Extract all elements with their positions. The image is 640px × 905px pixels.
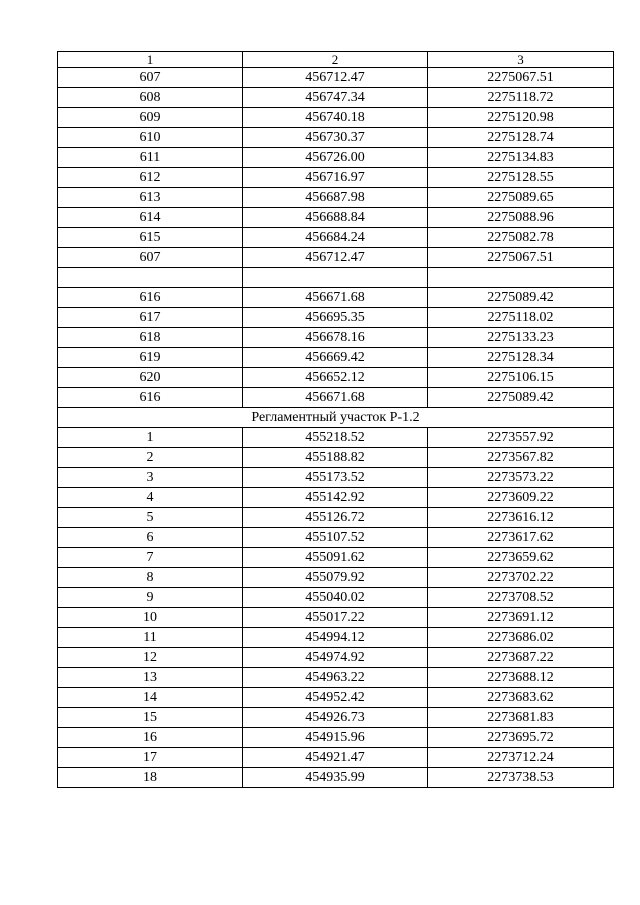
y-coordinate-cell: 2275089.42 bbox=[428, 388, 614, 408]
x-coordinate-cell: 456695.35 bbox=[243, 308, 428, 328]
coordinates-table-body bbox=[58, 52, 614, 788]
point-number-cell: 9 bbox=[58, 588, 243, 608]
table-row bbox=[58, 168, 614, 188]
x-coordinate-cell: 456671.68 bbox=[243, 288, 428, 308]
y-coordinate-cell: 2275128.74 bbox=[428, 128, 614, 148]
table-row bbox=[58, 468, 614, 488]
point-number-cell: 615 bbox=[58, 228, 243, 248]
point-number-cell: 3 bbox=[58, 468, 243, 488]
x-coordinate-cell: 455218.52 bbox=[243, 428, 428, 448]
y-coordinate-cell: 2275120.98 bbox=[428, 108, 614, 128]
y-coordinate-cell: 2273659.62 bbox=[428, 548, 614, 568]
point-number-cell: 10 bbox=[58, 608, 243, 628]
table-row bbox=[58, 308, 614, 328]
x-coordinate-cell: 456747.34 bbox=[243, 88, 428, 108]
x-coordinate-cell: 454963.22 bbox=[243, 668, 428, 688]
x-coordinate-cell: 455017.22 bbox=[243, 608, 428, 628]
table-row bbox=[58, 648, 614, 668]
table-row bbox=[58, 528, 614, 548]
point-number-cell: 616 bbox=[58, 288, 243, 308]
coordinates-table bbox=[57, 51, 614, 788]
x-coordinate-cell: 454974.92 bbox=[243, 648, 428, 668]
table-row bbox=[58, 728, 614, 748]
table-row bbox=[58, 428, 614, 448]
table-row bbox=[58, 148, 614, 168]
table-row bbox=[58, 548, 614, 568]
x-coordinate-cell: 454915.96 bbox=[243, 728, 428, 748]
x-coordinate-cell: 454994.12 bbox=[243, 628, 428, 648]
table-row bbox=[58, 288, 614, 308]
x-coordinate-cell bbox=[243, 268, 428, 288]
table-row bbox=[58, 608, 614, 628]
y-coordinate-cell: 2273686.02 bbox=[428, 628, 614, 648]
point-number-cell: 15 bbox=[58, 708, 243, 728]
x-coordinate-cell: 454921.47 bbox=[243, 748, 428, 768]
point-number-cell: 12 bbox=[58, 648, 243, 668]
table-row bbox=[58, 708, 614, 728]
table-row bbox=[58, 388, 614, 408]
y-coordinate-cell: 2273617.62 bbox=[428, 528, 614, 548]
table-row bbox=[58, 508, 614, 528]
point-number-cell: 13 bbox=[58, 668, 243, 688]
point-number-cell: 613 bbox=[58, 188, 243, 208]
x-coordinate-cell: 455142.92 bbox=[243, 488, 428, 508]
table-row bbox=[58, 368, 614, 388]
table-row bbox=[58, 208, 614, 228]
point-number-cell: 611 bbox=[58, 148, 243, 168]
y-coordinate-cell: 2275128.55 bbox=[428, 168, 614, 188]
point-number-cell: 608 bbox=[58, 88, 243, 108]
x-coordinate-cell: 456671.68 bbox=[243, 388, 428, 408]
y-coordinate-cell: 2273609.22 bbox=[428, 488, 614, 508]
y-coordinate-cell: 2275133.23 bbox=[428, 328, 614, 348]
column-header-point-number: 1 bbox=[58, 52, 243, 68]
y-coordinate-cell: 2273683.62 bbox=[428, 688, 614, 708]
x-coordinate-cell: 454952.42 bbox=[243, 688, 428, 708]
y-coordinate-cell: 2275118.02 bbox=[428, 308, 614, 328]
y-coordinate-cell: 2273702.22 bbox=[428, 568, 614, 588]
point-number-cell: 620 bbox=[58, 368, 243, 388]
x-coordinate-cell: 455079.92 bbox=[243, 568, 428, 588]
point-number-cell: 609 bbox=[58, 108, 243, 128]
x-coordinate-cell: 456730.37 bbox=[243, 128, 428, 148]
x-coordinate-cell: 456688.84 bbox=[243, 208, 428, 228]
x-coordinate-cell: 455188.82 bbox=[243, 448, 428, 468]
point-number-cell: 1 bbox=[58, 428, 243, 448]
table-row bbox=[58, 88, 614, 108]
point-number-cell: 17 bbox=[58, 748, 243, 768]
point-number-cell: 5 bbox=[58, 508, 243, 528]
table-header-row bbox=[58, 52, 614, 68]
table-row bbox=[58, 628, 614, 648]
table-row bbox=[58, 108, 614, 128]
x-coordinate-cell: 454926.73 bbox=[243, 708, 428, 728]
table-row bbox=[58, 228, 614, 248]
x-coordinate-cell: 456712.47 bbox=[243, 68, 428, 88]
x-coordinate-cell: 456684.24 bbox=[243, 228, 428, 248]
point-number-cell: 614 bbox=[58, 208, 243, 228]
x-coordinate-cell: 456716.97 bbox=[243, 168, 428, 188]
y-coordinate-cell: 2275089.65 bbox=[428, 188, 614, 208]
y-coordinate-cell: 2273681.83 bbox=[428, 708, 614, 728]
table-row bbox=[58, 128, 614, 148]
point-number-cell: 2 bbox=[58, 448, 243, 468]
x-coordinate-cell: 456687.98 bbox=[243, 188, 428, 208]
x-coordinate-cell: 455173.52 bbox=[243, 468, 428, 488]
y-coordinate-cell: 2275089.42 bbox=[428, 288, 614, 308]
x-coordinate-cell: 456740.18 bbox=[243, 108, 428, 128]
y-coordinate-cell: 2275118.72 bbox=[428, 88, 614, 108]
point-number-cell: 4 bbox=[58, 488, 243, 508]
point-number-cell: 18 bbox=[58, 768, 243, 788]
column-header-y: 3 bbox=[428, 52, 614, 68]
y-coordinate-cell bbox=[428, 268, 614, 288]
point-number-cell: 607 bbox=[58, 68, 243, 88]
table-row bbox=[58, 568, 614, 588]
y-coordinate-cell: 2275067.51 bbox=[428, 248, 614, 268]
x-coordinate-cell: 455040.02 bbox=[243, 588, 428, 608]
table-row bbox=[58, 668, 614, 688]
table-row bbox=[58, 328, 614, 348]
point-number-cell: 616 bbox=[58, 388, 243, 408]
point-number-cell: 619 bbox=[58, 348, 243, 368]
x-coordinate-cell: 455091.62 bbox=[243, 548, 428, 568]
point-number-cell: 6 bbox=[58, 528, 243, 548]
table-row bbox=[58, 588, 614, 608]
table-row bbox=[58, 268, 614, 288]
table-row bbox=[58, 68, 614, 88]
point-number-cell: 8 bbox=[58, 568, 243, 588]
point-number-cell: 16 bbox=[58, 728, 243, 748]
table-row bbox=[58, 348, 614, 368]
y-coordinate-cell: 2273557.92 bbox=[428, 428, 614, 448]
table-row bbox=[58, 448, 614, 468]
point-number-cell: 617 bbox=[58, 308, 243, 328]
table-row bbox=[58, 488, 614, 508]
x-coordinate-cell: 455126.72 bbox=[243, 508, 428, 528]
table-row bbox=[58, 688, 614, 708]
point-number-cell: 607 bbox=[58, 248, 243, 268]
point-number-cell: 610 bbox=[58, 128, 243, 148]
point-number-cell: 11 bbox=[58, 628, 243, 648]
table-row bbox=[58, 188, 614, 208]
x-coordinate-cell: 456678.16 bbox=[243, 328, 428, 348]
y-coordinate-cell: 2273708.52 bbox=[428, 588, 614, 608]
y-coordinate-cell: 2273687.22 bbox=[428, 648, 614, 668]
x-coordinate-cell: 456726.00 bbox=[243, 148, 428, 168]
x-coordinate-cell: 456652.12 bbox=[243, 368, 428, 388]
x-coordinate-cell: 454935.99 bbox=[243, 768, 428, 788]
x-coordinate-cell: 456712.47 bbox=[243, 248, 428, 268]
y-coordinate-cell: 2273688.12 bbox=[428, 668, 614, 688]
y-coordinate-cell: 2273695.72 bbox=[428, 728, 614, 748]
point-number-cell: 612 bbox=[58, 168, 243, 188]
point-number-cell bbox=[58, 268, 243, 288]
y-coordinate-cell: 2275134.83 bbox=[428, 148, 614, 168]
y-coordinate-cell: 2275128.34 bbox=[428, 348, 614, 368]
y-coordinate-cell: 2273616.12 bbox=[428, 508, 614, 528]
y-coordinate-cell: 2275106.15 bbox=[428, 368, 614, 388]
x-coordinate-cell: 456669.42 bbox=[243, 348, 428, 368]
y-coordinate-cell: 2275088.96 bbox=[428, 208, 614, 228]
y-coordinate-cell: 2273573.22 bbox=[428, 468, 614, 488]
point-number-cell: 618 bbox=[58, 328, 243, 348]
y-coordinate-cell: 2275067.51 bbox=[428, 68, 614, 88]
table-row bbox=[58, 248, 614, 268]
column-header-x: 2 bbox=[243, 52, 428, 68]
y-coordinate-cell: 2275082.78 bbox=[428, 228, 614, 248]
point-number-cell: 14 bbox=[58, 688, 243, 708]
table-row bbox=[58, 748, 614, 768]
y-coordinate-cell: 2273712.24 bbox=[428, 748, 614, 768]
y-coordinate-cell: 2273738.53 bbox=[428, 768, 614, 788]
x-coordinate-cell: 455107.52 bbox=[243, 528, 428, 548]
section-title: Регламентный участок Р-1.2 bbox=[58, 408, 614, 428]
y-coordinate-cell: 2273567.82 bbox=[428, 448, 614, 468]
y-coordinate-cell: 2273691.12 bbox=[428, 608, 614, 628]
section-header-row bbox=[58, 408, 614, 428]
table-row bbox=[58, 768, 614, 788]
point-number-cell: 7 bbox=[58, 548, 243, 568]
